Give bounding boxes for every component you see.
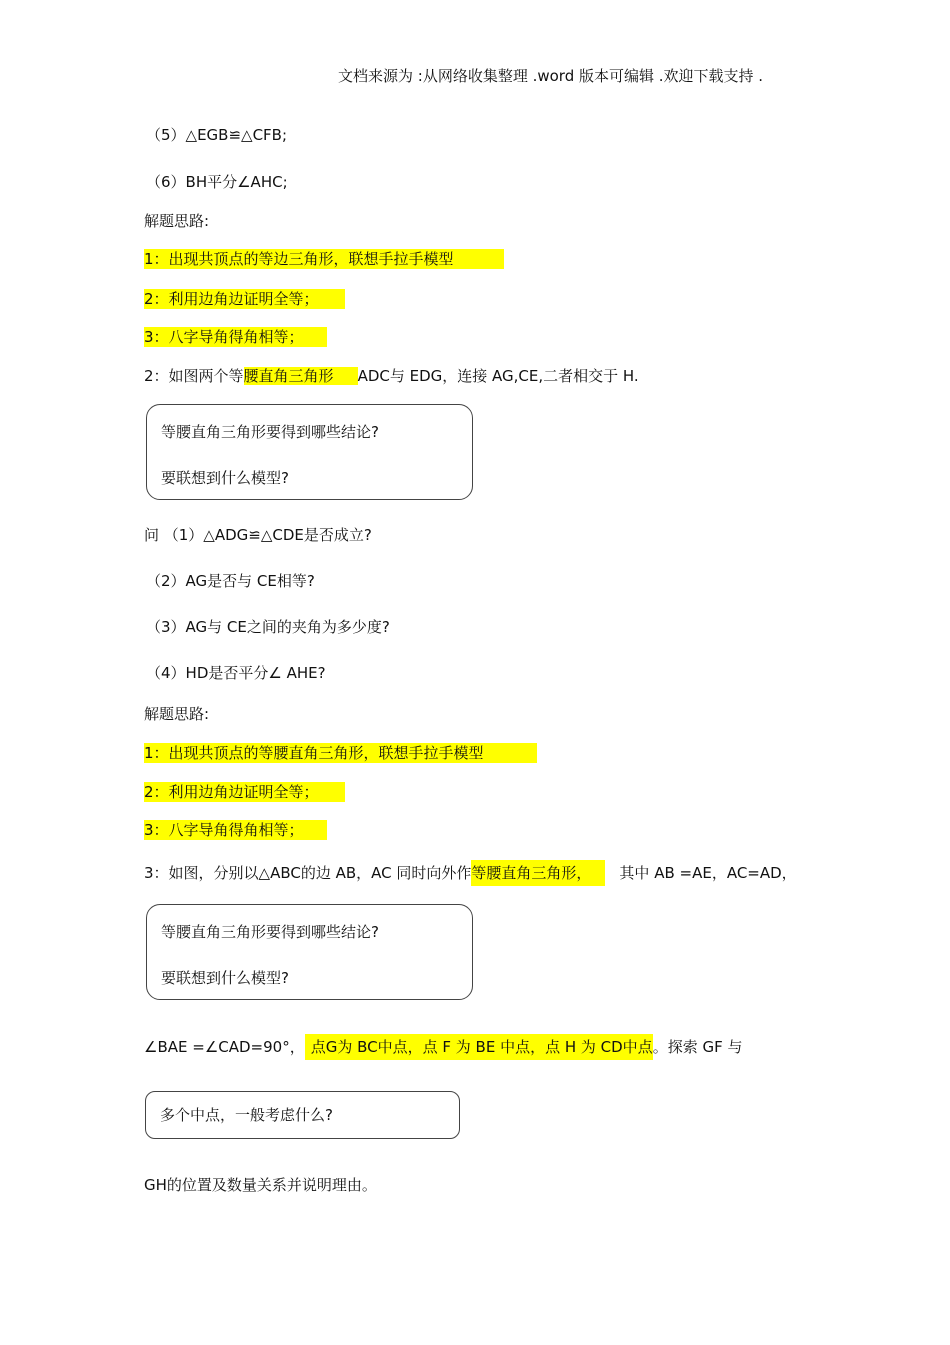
hint-2-2: 2：利用边角边证明全等； (144, 782, 345, 802)
hint-1-2: 2：利用边角边证明全等； (144, 289, 345, 309)
hint-title-1: 解题思路: (144, 212, 210, 230)
hint-box-2-line-2: 要联想到什么模型? (161, 969, 289, 987)
hint-1-1: 1：出现共顶点的等边三角形，联想手拉手模型 (144, 249, 504, 269)
hint-box-2 (146, 904, 473, 1000)
hint-box-2-line-1: 等腰直角三角形要得到哪些结论? (161, 923, 379, 941)
hint-2-1: 1：出现共顶点的等腰直角三角形，联想手拉手模型 (144, 743, 537, 763)
page-header: 文档来源为 :从网络收集整理 .word 版本可编辑 .欢迎下载支持 . (338, 67, 764, 85)
hint-box-1 (146, 404, 473, 500)
hint-box-1-line-2: 要联想到什么模型? (161, 469, 289, 487)
q2-item-2: （2）AG是否与 CE相等? (146, 572, 315, 590)
hint-box-3 (145, 1091, 460, 1139)
question-3-suffix: 其中 AB =AE，AC=AD， (619, 864, 797, 882)
hint-title-2: 解题思路: (144, 705, 210, 723)
question-2-highlight: 腰直角三角形 (244, 367, 358, 385)
q2-item-3: （3）AG与 CE之间的夹角为多少度? (146, 618, 390, 636)
question-3-line-2-prefix: ∠BAE =∠CAD=90°， (144, 1038, 305, 1056)
question-2-suffix: ADC与 EDG，连接 AG,CE,二者相交于 H. (357, 367, 639, 385)
hint-1-3: 3：八字导角得角相等； (144, 327, 327, 347)
hint-box-3-line: 多个中点，一般考虑什么? (160, 1106, 333, 1124)
question-3 (144, 863, 797, 883)
question-2 (144, 366, 639, 386)
q1-item-5: （5）△EGB≌△CFB; (146, 126, 288, 144)
q2-item-4: （4）HD是否平分∠ AHE? (146, 664, 326, 682)
hint-2-3: 3：八字导角得角相等； (144, 820, 327, 840)
question-3-line-2 (144, 1037, 742, 1057)
q1-item-6: （6）BH平分∠AHC; (146, 173, 288, 191)
question-3-prefix: 3：如图，分别以△ABC的边 AB，AC 同时向外作 (144, 864, 472, 882)
question-3-line-2-suffix: 。探索 GF 与 (652, 1038, 743, 1056)
hint-box-1-line-1: 等腰直角三角形要得到哪些结论? (161, 423, 379, 441)
question-3-line-2-highlight: 点G为 BC中点，点 F 为 BE 中点，点 H 为 CD中点 (305, 1034, 653, 1060)
q2-item-1: 问 （1）△ADG≌△CDE是否成立? (144, 526, 372, 544)
question-3-highlight: 等腰直角三角形， (471, 860, 605, 886)
question-2-prefix: 2：如图两个等 (144, 367, 244, 385)
question-3-line-3: GH的位置及数量关系并说明理由。 (144, 1176, 377, 1194)
